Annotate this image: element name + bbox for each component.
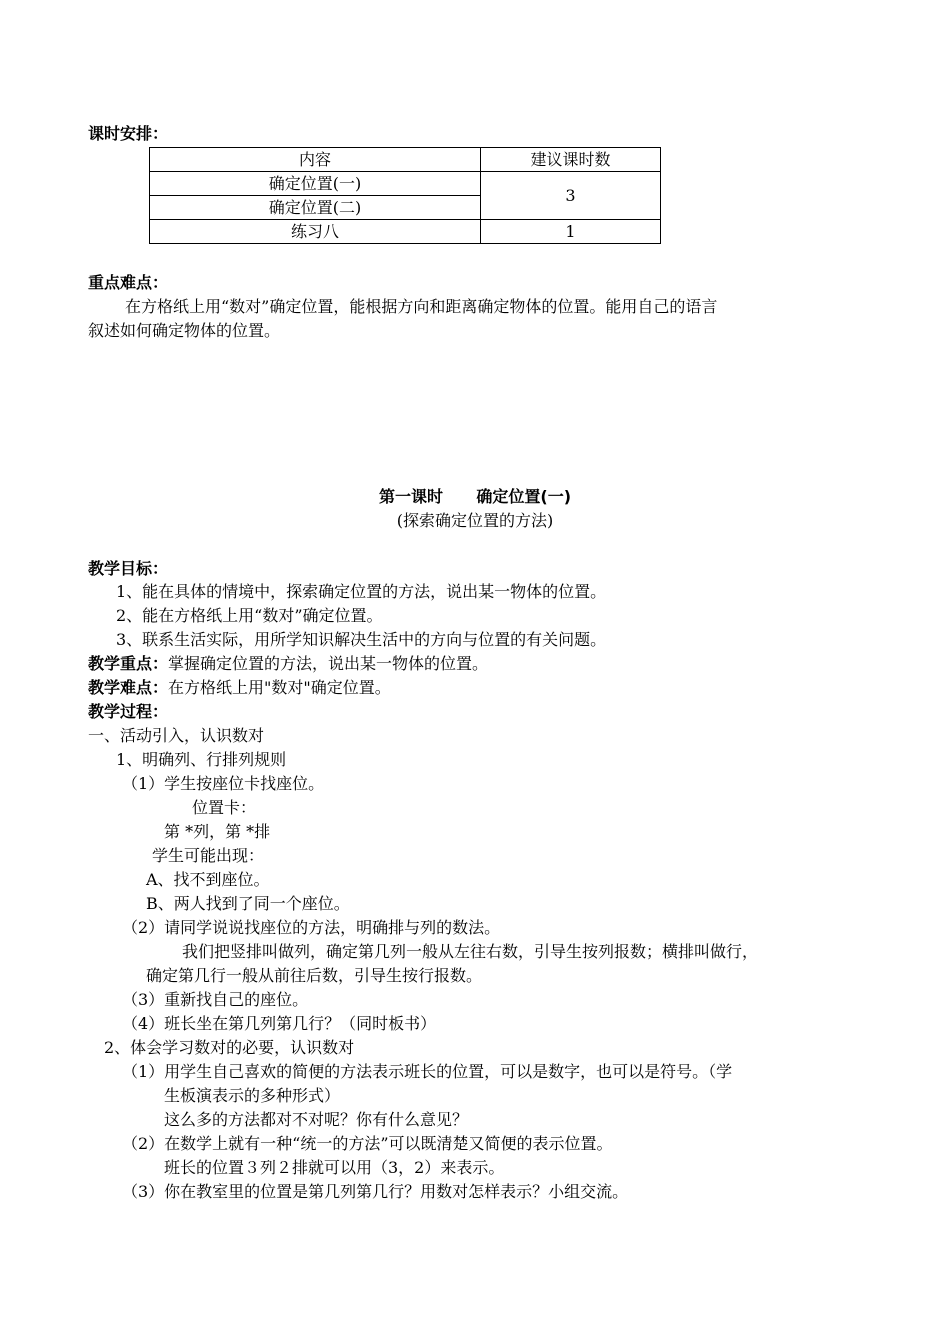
table-cell: 3 [481, 172, 661, 220]
difficulty-text: 在方格纸上用"数对"确定位置。 [168, 678, 391, 697]
table-header-cell: 内容 [150, 148, 481, 172]
process-line: （1）用学生自己喜欢的简便的方法表示班长的位置，可以是数字，也可以是符号。（学 [122, 1062, 733, 1081]
process-line: 2、体会学习数对的必要，认识数对 [104, 1038, 355, 1057]
process-line: 一、活动引入，认识数对 [88, 726, 265, 745]
focus-line [88, 653, 488, 675]
process-line: 第 *列，第 *排 [164, 822, 271, 841]
process-line: A、找不到座位。 [146, 870, 270, 889]
process-line: 我们把竖排叫做列，确定第几列一般从左往右数，引导生按列报数；横排叫做行， [182, 942, 759, 961]
focus-label: 教学重点： [88, 654, 169, 673]
table-row [150, 172, 661, 196]
goals-heading: 教学目标： [88, 559, 169, 578]
process-line: 位置卡： [192, 798, 257, 817]
process-line: （2）在数学上就有一种“统一的方法”可以既清楚又简便的表示位置。 [122, 1134, 613, 1153]
process-line: 班长的位置３列２排就可以用（3，2）来表示。 [164, 1158, 505, 1177]
keypoints-text: 在方格纸上用“数对”确定位置，能根据方向和距离确定物体的位置。能用自己的语言 [125, 297, 718, 316]
process-line: 确定第几行一般从前往后数，引导生按行报数。 [146, 966, 483, 985]
table-header-cell: 建议课时数 [481, 148, 661, 172]
table-cell: 确定位置(一) [150, 172, 481, 196]
process-line: 这么多的方法都对不对呢？你有什么意见？ [164, 1110, 469, 1129]
process-heading: 教学过程： [88, 702, 169, 721]
keypoints-text: 叙述如何确定物体的位置。 [88, 321, 281, 340]
difficulty-line [88, 677, 391, 699]
lesson-subtitle: (探索确定位置的方法) [396, 511, 554, 530]
goal-item: 3、联系生活实际，用所学知识解决生活中的方向与位置的有关问题。 [116, 630, 607, 649]
process-line: 学生可能出现： [152, 846, 265, 865]
process-line: B、两人找到了同一个座位。 [146, 894, 350, 913]
goal-item: 1、能在具体的情境中，探索确定位置的方法，说出某一物体的位置。 [116, 582, 607, 601]
table-cell: 1 [481, 220, 661, 244]
lesson-title: 第一课时 确定位置(一) [378, 487, 572, 506]
process-line: 1、明确列、行排列规则 [116, 750, 287, 769]
goal-item: 2、能在方格纸上用“数对”确定位置。 [116, 606, 383, 625]
schedule-heading: 课时安排： [88, 124, 169, 143]
table-row [150, 220, 661, 244]
table-header-row [150, 148, 661, 172]
process-line: 生板演表示的多种形式） [164, 1086, 341, 1105]
table-cell: 练习八 [150, 220, 481, 244]
process-line: （3）你在教室里的位置是第几列第几行？用数对怎样表示？小组交流。 [122, 1182, 629, 1201]
process-line: （2）请同学说说找座位的方法，明确排与列的数法。 [122, 918, 501, 937]
process-line: （4）班长坐在第几列第几行？（同时板书） [122, 1014, 437, 1033]
table-cell: 确定位置(二) [150, 196, 481, 220]
process-line: （3）重新找自己的座位。 [122, 990, 309, 1009]
process-line: （1）学生按座位卡找座位。 [122, 774, 325, 793]
keypoints-heading: 重点难点： [88, 273, 169, 292]
difficulty-label: 教学难点： [88, 678, 169, 697]
focus-text: 掌握确定位置的方法，说出某一物体的位置。 [168, 654, 489, 673]
schedule-table [149, 147, 661, 244]
